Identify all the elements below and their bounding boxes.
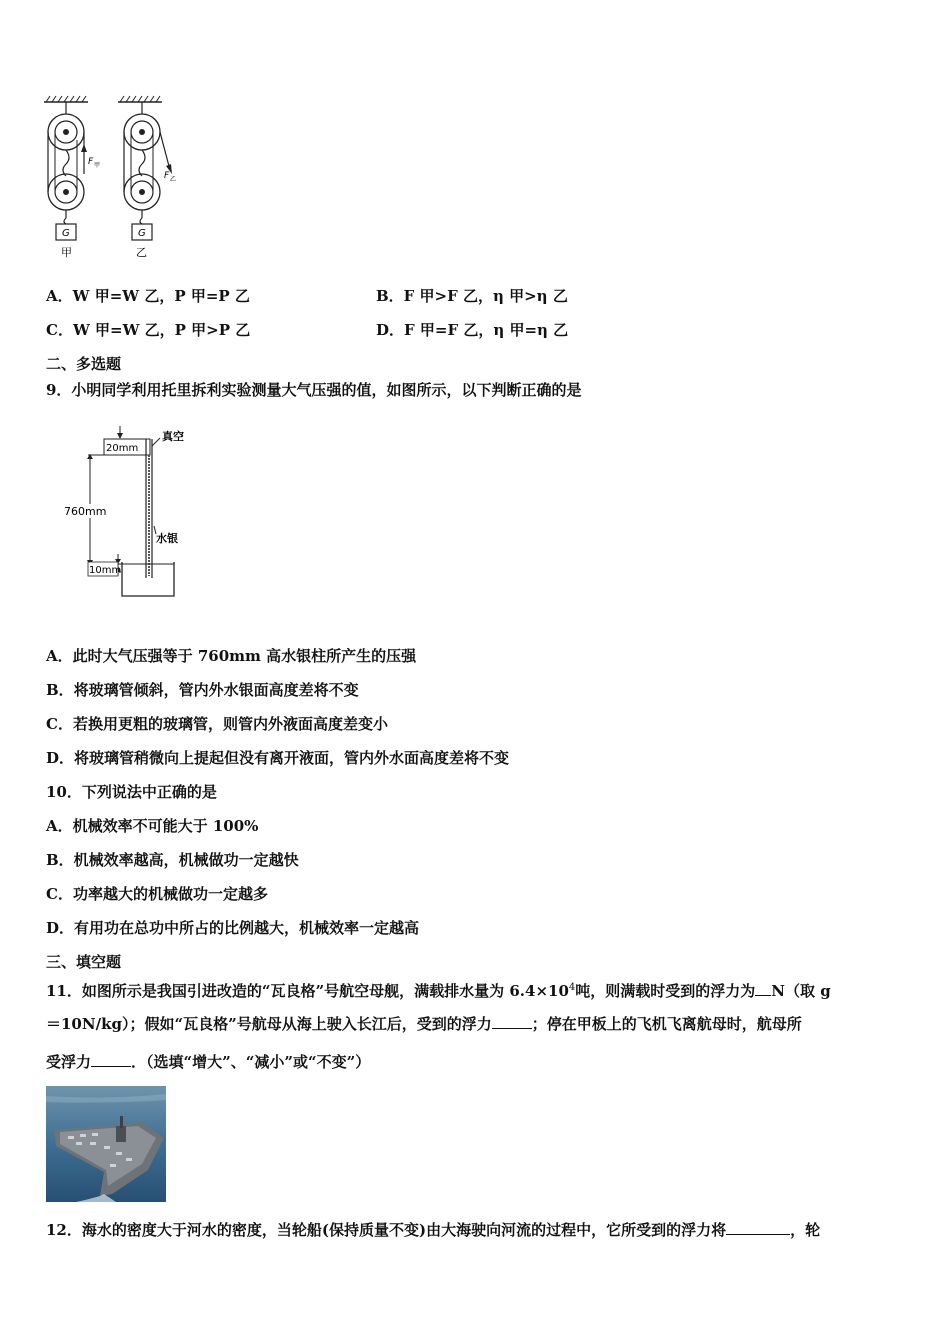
q9-option-a[interactable]: A．此时大气压强等于 760mm 高水银柱所产生的压强 — [46, 647, 417, 665]
q10-stem: 10．下列说法中正确的是 — [46, 783, 217, 801]
q11-blank-1[interactable] — [755, 981, 771, 996]
q8-option-b[interactable]: B．F 甲>F 乙，η 甲>η 乙 — [376, 287, 568, 305]
q11-line2-a: ＝10N/kg）；假如“瓦良格”号航母从海上驶入长江后，受到的浮力 — [46, 1015, 492, 1033]
section-title-multi: 二、多选题 — [46, 355, 122, 373]
q11-blank-2[interactable] — [492, 1014, 532, 1029]
g-right-label: G — [138, 228, 146, 239]
q11-line2-b: ；停在甲板上的飞机飞离航母时，航母所 — [531, 1015, 802, 1033]
q9-option-d[interactable]: D．将玻璃管稍微向上提起但没有离开液面，管内外水面高度差将不变 — [46, 749, 510, 767]
q11-line1-a: 11．如图所示是我国引进改造的“瓦良格”号航空母舰，满载排水量为 6.4×10 — [46, 982, 569, 1000]
q11-line1-b: 吨，则满载时受到的浮力为 — [575, 982, 756, 1000]
q11-exponent: 4 — [568, 982, 576, 993]
f-right-sub: 乙 — [170, 176, 177, 183]
q12-blank-1[interactable] — [726, 1220, 790, 1235]
q11-line1-c: N（取 g — [771, 982, 831, 1000]
f-right-label: F — [164, 171, 170, 181]
q11-line-3 — [46, 1052, 370, 1072]
q12-line — [46, 1220, 820, 1240]
fig-mercury-label: 水银 — [156, 532, 178, 545]
q8-option-a[interactable]: A．W 甲=W 乙，P 甲=P 乙 — [46, 287, 250, 305]
right-caption: 乙 — [136, 246, 147, 259]
left-caption: 甲 — [61, 246, 72, 259]
q8-option-c[interactable]: C．W 甲=W 乙，P 甲>P 乙 — [46, 321, 251, 339]
q11-line3-a: 受浮力 — [46, 1053, 92, 1071]
torricelli-figure — [60, 426, 210, 606]
q9-stem: 9．小明同学利用托里拆利实验测量大气压强的值，如图所示，以下判断正确的是 — [46, 381, 582, 399]
q11-line3-b: ．（选填“增大”、“减小”或“不变”） — [131, 1053, 371, 1071]
fig-bottom-label: 10mm — [89, 565, 122, 576]
aircraft-carrier-photo — [46, 1086, 166, 1202]
q10-option-d[interactable]: D．有用功在总功中所占的比例越大，机械效率一定越高 — [46, 919, 420, 937]
q12-text-a: 12．海水的密度大于河水的密度，当轮船(保持质量不变)由大海驶向河流的过程中，它所受到的浮力将 — [46, 1221, 727, 1239]
pulley-figure — [36, 92, 196, 264]
fig-vacuum-label: 真空 — [162, 430, 184, 443]
fig-top-label: 20mm — [106, 443, 139, 454]
q11-line-2 — [46, 1014, 802, 1034]
f-left-sub: 甲 — [94, 162, 101, 169]
f-left-label: F — [88, 157, 94, 167]
q11-line-1 — [46, 978, 831, 1001]
q11-blank-3[interactable] — [91, 1052, 131, 1067]
section-title-fill: 三、填空题 — [46, 953, 122, 971]
q10-option-b[interactable]: B．机械效率越高，机械做功一定越快 — [46, 851, 299, 869]
q9-option-c[interactable]: C．若换用更粗的玻璃管，则管内外液面高度差变小 — [46, 715, 388, 733]
q9-option-b[interactable]: B．将玻璃管倾斜，管内外水银面高度差将不变 — [46, 681, 359, 699]
g-left-label: G — [62, 228, 70, 239]
q12-text-b: ，轮 — [790, 1221, 821, 1239]
q10-option-c[interactable]: C．功率越大的机械做功一定越多 — [46, 885, 268, 903]
q8-option-d[interactable]: D．F 甲=F 乙，η 甲=η 乙 — [376, 321, 569, 339]
q10-option-a[interactable]: A．机械效率不可能大于 100% — [46, 817, 259, 835]
fig-height-label: 760mm — [64, 505, 107, 518]
